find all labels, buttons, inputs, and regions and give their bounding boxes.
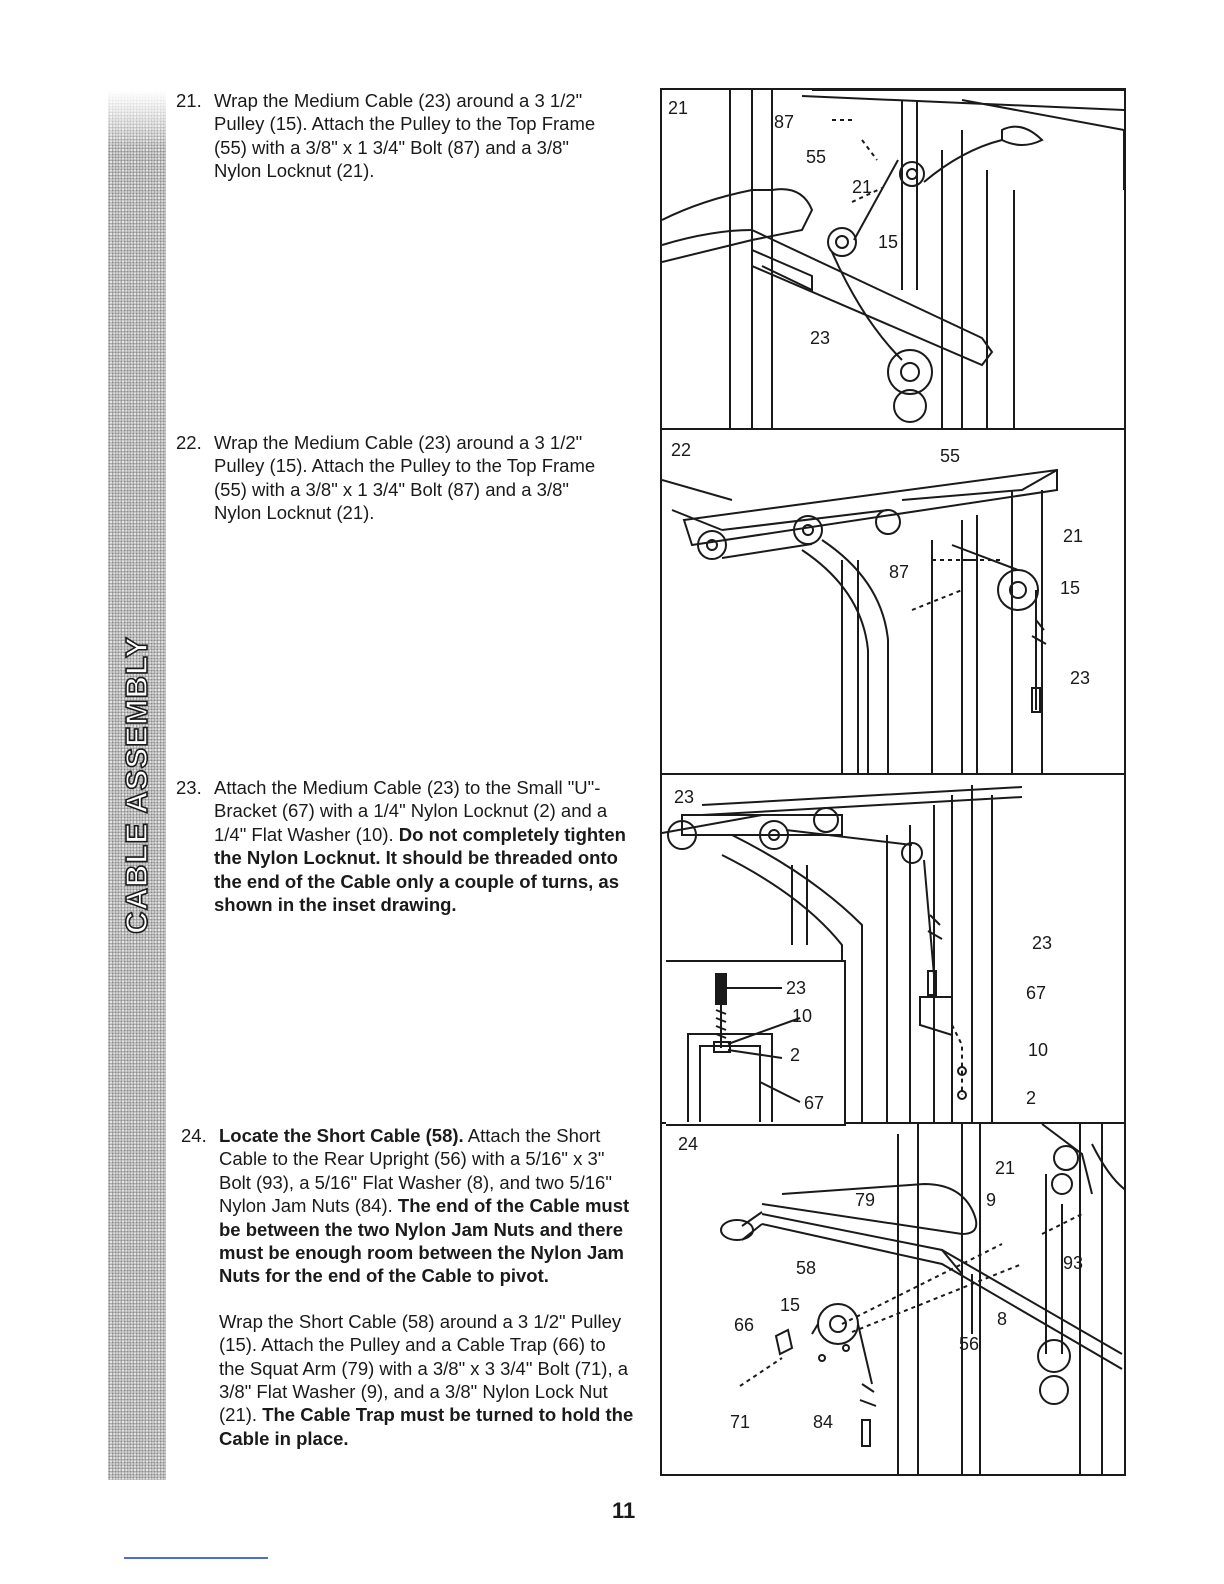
figure-number: 22	[671, 440, 692, 460]
step-number: 23.	[176, 777, 202, 798]
step-21	[176, 89, 636, 183]
figure-number: 24	[678, 1134, 699, 1154]
callout-label: 21	[995, 1158, 1016, 1178]
step-warning: Do not completely tighten the Nylon Locknut. It should be threaded onto the end of the Cable only a couple of turns, as shown in the inset drawing.	[214, 823, 626, 916]
callout-label: 55	[940, 446, 961, 466]
step-24	[181, 1124, 641, 1450]
callout-label: 8	[997, 1309, 1008, 1329]
callout-label: 87	[889, 562, 910, 582]
step-22	[176, 431, 636, 525]
callout-label: 71	[730, 1412, 751, 1432]
callout-label: 23	[786, 978, 807, 998]
callout-label: 66	[734, 1315, 755, 1335]
callout-label: 9	[986, 1190, 997, 1210]
step-body	[214, 431, 614, 525]
callout-label: 21	[1063, 526, 1084, 546]
callout-label: 55	[806, 147, 827, 167]
step-body	[214, 776, 626, 916]
callout-label: 21	[852, 177, 873, 197]
figure-number: 23	[674, 787, 695, 807]
step-warning: The end of the Cable must be between the two Nylon Jam Nuts and there must be enough room between the Nylon Jam Nuts for the end of the Cable to pivot.	[219, 1195, 630, 1287]
callout-label: 15	[1060, 578, 1081, 598]
figure-22-drawing	[662, 430, 1124, 773]
step-body	[219, 1124, 635, 1450]
callout-label: 10	[1028, 1040, 1049, 1060]
callout-label: 2	[790, 1045, 801, 1065]
step-text: Wrap the Medium Cable (23) around a 3 1/2" Pulley (15). Attach the Pulley to the Top Frame (55) with a 3/8" x 1 3/4" Bolt (87) and a 3/8" Nylon Locknut (21).	[214, 432, 596, 524]
callout-label: 58	[796, 1258, 817, 1278]
callout-label: 2	[1026, 1088, 1037, 1108]
section-tab-label: CABLE ASSEMBLY	[119, 636, 154, 934]
step-text: Wrap the Medium Cable (23) around a 3 1/2" Pulley (15). Attach the Pulley to the Top Frame (55) with a 3/8" x 1 3/4" Bolt (87) and a 3/8" Nylon Locknut (21).	[214, 90, 596, 182]
step-number: 24.	[181, 1125, 207, 1146]
callout-label: 87	[774, 112, 795, 132]
callout-label: 23	[1032, 933, 1053, 953]
step-body	[214, 89, 614, 183]
step-number: 22.	[176, 432, 202, 453]
callout-label: 23	[810, 328, 831, 348]
callout-label: 79	[855, 1190, 876, 1210]
callout-label: 56	[959, 1334, 980, 1354]
step-warning: The Cable Trap must be turned to hold the Cable in place.	[219, 1404, 634, 1449]
callout-label: 67	[1026, 983, 1047, 1003]
page-number: 11	[612, 1498, 636, 1523]
callout-label: 15	[780, 1295, 801, 1315]
figure-number: 21	[668, 98, 689, 118]
step-text: Locate the Short Cable (58). Attach the Short Cable to the Rear Upright (56) with a 5/16" x 3" Bolt (93), a 5/16" Flat Washer (8), and two 5/16" Nylon Jam Nuts (84). The end of the Cable must be between the two Nylon Jam Nuts and there must be enough room between the Nylon Jam Nuts for the end of the Cable to pivot.	[219, 1125, 630, 1287]
callout-label: 10	[792, 1006, 813, 1026]
callout-label: 67	[804, 1093, 825, 1113]
callout-label: 93	[1063, 1253, 1084, 1273]
side-tab-fade	[108, 90, 166, 150]
step-text: Attach the Medium Cable (23) to the Small "U"-Bracket (67) with a 1/4" Nylon Locknut (2) and a 1/4" Flat Washer (10). Do not completely tighten the Nylon Locknut. It should be threaded onto the end of the Cable only a couple of turns, as shown in the inset drawing.	[214, 777, 626, 916]
footer-rule	[124, 1557, 268, 1559]
callout-label: 84	[813, 1412, 834, 1432]
step-number: 21.	[176, 90, 202, 111]
callout-label: 15	[878, 232, 899, 252]
step-23	[176, 776, 636, 916]
callout-label: 23	[1070, 668, 1091, 688]
step-text: Wrap the Short Cable (58) around a 3 1/2" Pulley (15). Attach the Pulley and a Cable Trap (66) to the Squat Arm (79) with a 3/8" x 3 3/4" Bolt (71), a 3/8" Flat Washer (9), and a 3/8" Nylon Lock Nut (21). The Cable Trap must be turned to hold the Cable in place.	[219, 1310, 634, 1449]
figure-21-drawing	[662, 90, 1124, 428]
step-lead: Locate the Short Cable (58).	[219, 1125, 464, 1146]
